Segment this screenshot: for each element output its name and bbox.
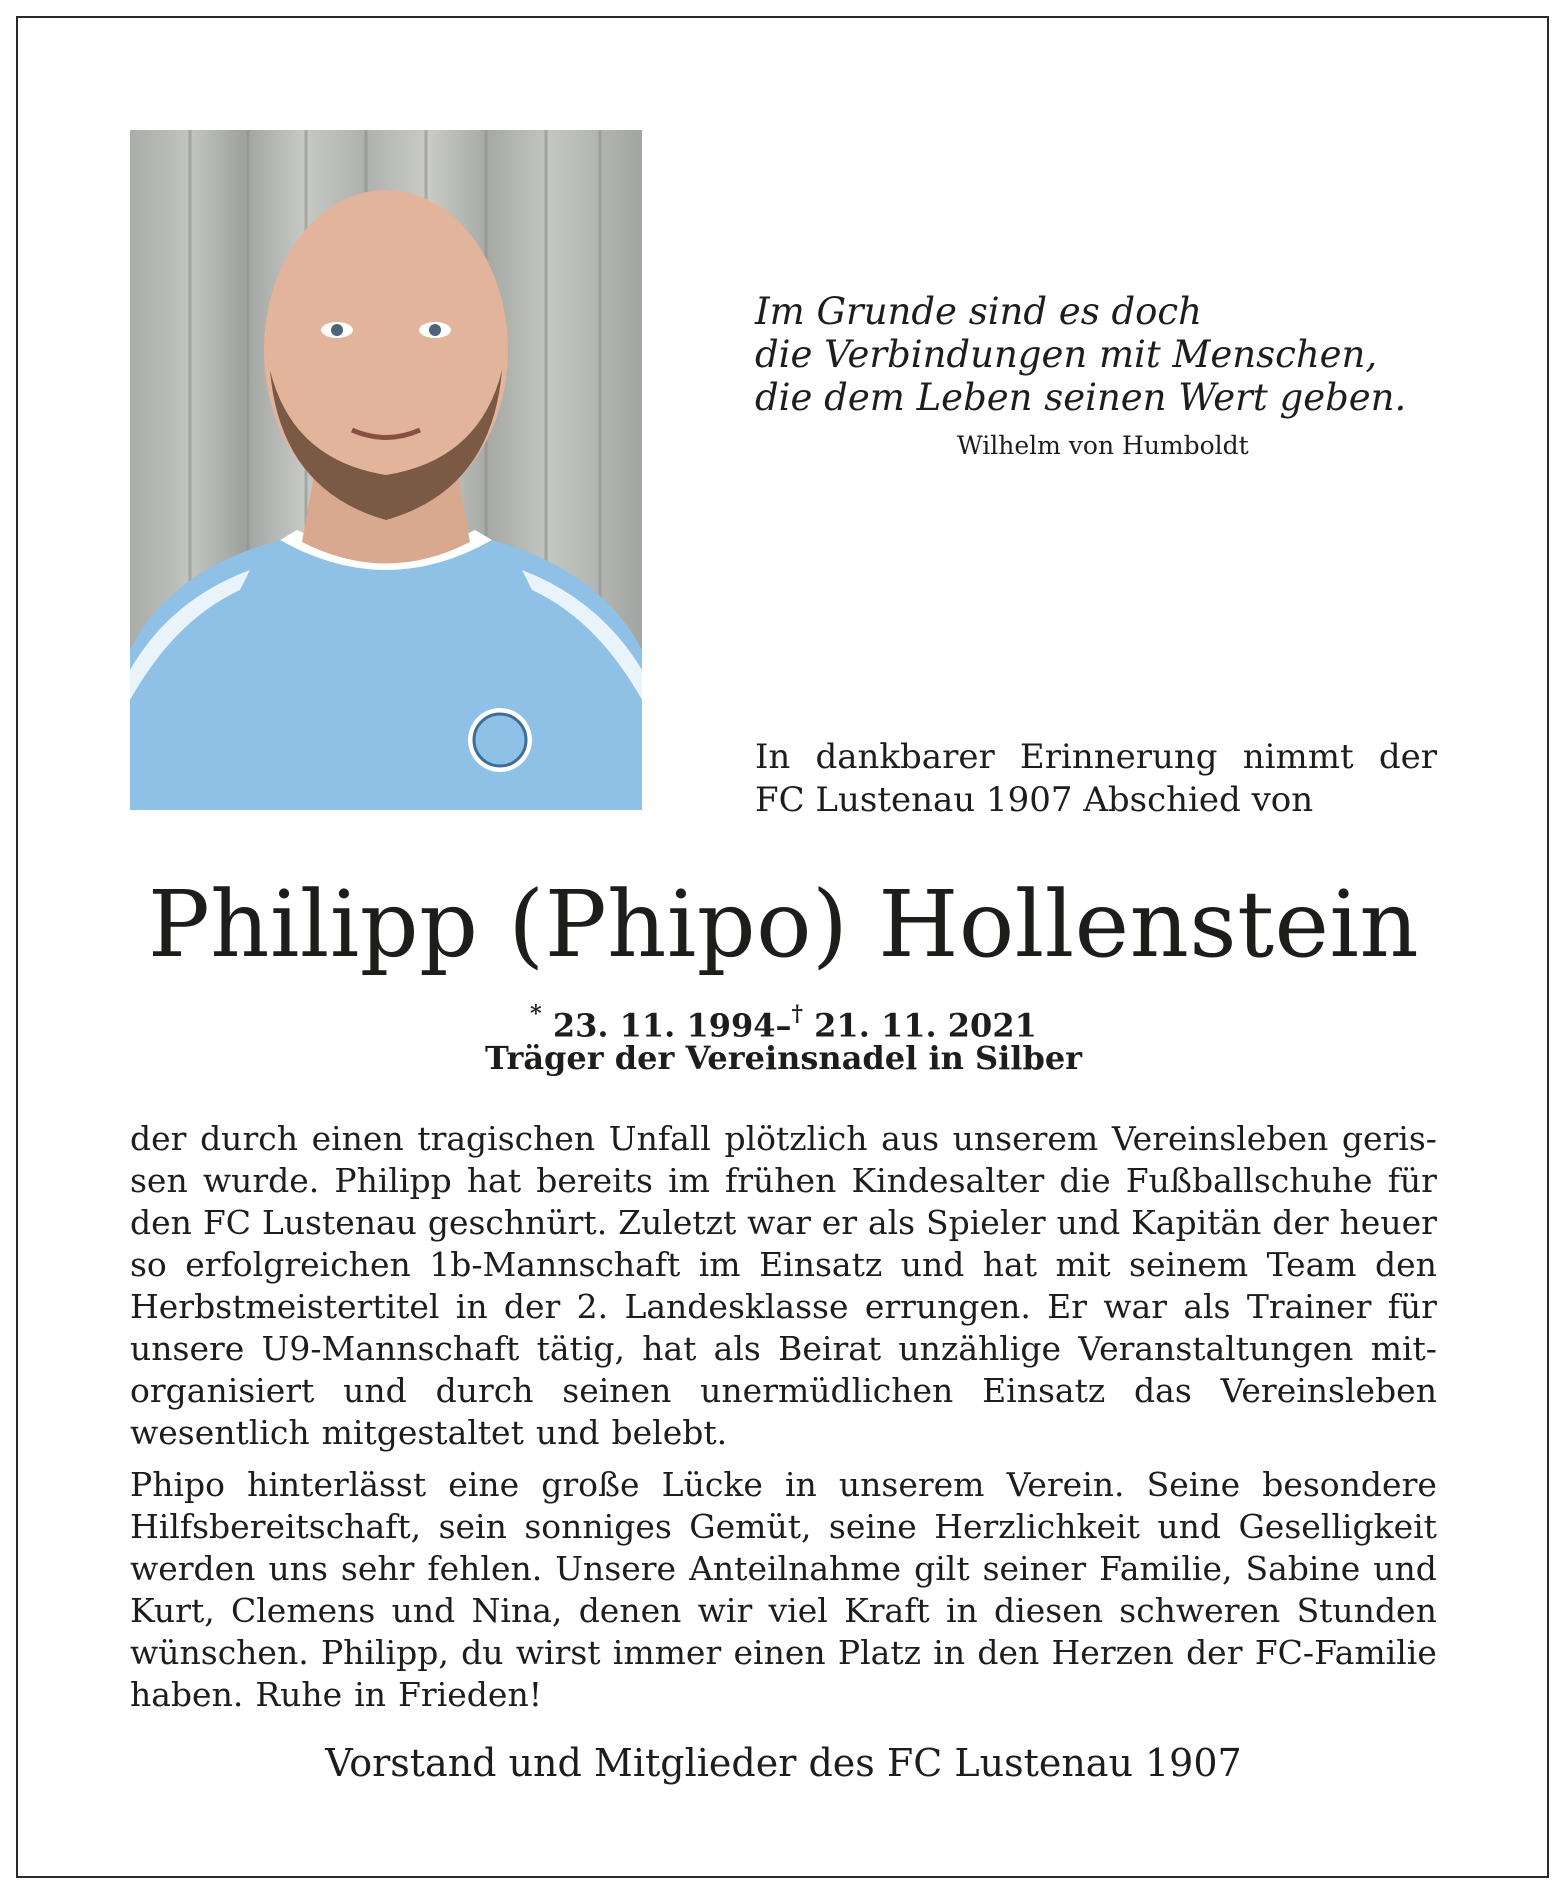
word: belebt. <box>611 1413 728 1452</box>
paragraph-line <box>130 1202 1437 1244</box>
word: so <box>130 1245 167 1284</box>
word: frühen <box>725 1161 837 1200</box>
paragraph-2 <box>130 1464 1437 1716</box>
word: Geselligkeit <box>1238 1507 1437 1546</box>
paragraph-line <box>130 1328 1437 1370</box>
word: große <box>541 1465 640 1504</box>
word: und <box>1157 1507 1221 1546</box>
word: der <box>1378 737 1437 777</box>
word: Fußballschuhe <box>1125 1161 1373 1200</box>
honor-line: Träger der Vereinsnadel in Silber <box>484 1039 1083 1077</box>
word: hat <box>982 1245 1037 1284</box>
deceased-name: Philipp (Phipo) Hollenstein <box>147 871 1420 978</box>
word: die <box>1059 1161 1111 1200</box>
word: Erinnerung <box>1019 737 1218 777</box>
word: Anteilnahme <box>689 1549 902 1588</box>
word: und <box>535 1413 600 1452</box>
word: errungen. <box>864 1287 1031 1326</box>
word: Hilfsbereitschaft, <box>130 1507 422 1546</box>
signoff: Vorstand und Mitglieder des FC Lustenau 1907 <box>325 1741 1242 1785</box>
word: den <box>1375 1245 1437 1284</box>
quote-line: die Verbindungen mit Menschen, <box>755 333 1378 376</box>
word: immer <box>612 1633 722 1672</box>
word: der <box>1272 1203 1329 1242</box>
word: Spieler <box>926 1203 1046 1242</box>
quote-author: Wilhelm von Humboldt <box>957 431 1249 460</box>
word: plötzlich <box>724 1119 868 1158</box>
word: und <box>900 1245 965 1284</box>
word: Kindesalter <box>851 1161 1045 1200</box>
word: Herzlichkeit <box>934 1507 1140 1546</box>
word: fehlen. <box>427 1549 543 1588</box>
paragraph-line <box>130 1464 1437 1506</box>
intro-line: FC Lustenau 1907 Abschied von <box>755 780 1314 820</box>
paragraph-line <box>130 1548 1437 1590</box>
word: mit <box>1055 1245 1111 1284</box>
word: unermüdlichen <box>700 1371 954 1410</box>
word: mit- <box>1370 1329 1437 1368</box>
word: in <box>945 1591 978 1630</box>
word: als <box>1183 1287 1231 1326</box>
word: unsere <box>130 1329 245 1368</box>
word: Ruhe <box>255 1675 343 1714</box>
paragraph-line <box>130 1118 1437 1160</box>
word: tragischen <box>417 1119 596 1158</box>
word: hat <box>466 1161 522 1200</box>
word: Herbstmeistertitel <box>130 1287 440 1326</box>
word: U9-Mannschaft <box>261 1329 520 1368</box>
death-date: 21. 11. 2021 <box>814 1006 1037 1045</box>
word: und <box>1373 1549 1437 1588</box>
word: FC <box>202 1203 251 1242</box>
word: Philipp, <box>320 1633 449 1672</box>
word: in <box>784 1465 817 1504</box>
word: Stunden <box>1296 1591 1437 1630</box>
paragraph-line <box>130 1506 1437 1548</box>
portrait-photo <box>130 130 642 810</box>
word: werden <box>130 1549 256 1588</box>
word: für <box>1387 1161 1437 1200</box>
word: bereits <box>536 1161 653 1200</box>
word: Gemüt, <box>689 1507 812 1546</box>
word: Clemens <box>231 1591 376 1630</box>
word: für <box>1387 1287 1437 1326</box>
intro-text <box>755 736 1437 822</box>
word: Verein. <box>1006 1465 1125 1504</box>
word: Kapitän <box>1131 1203 1262 1242</box>
word: aus <box>881 1119 940 1158</box>
word: erfolgreichen <box>185 1245 411 1284</box>
word: unzählige <box>898 1329 1062 1368</box>
word: geris- <box>1341 1119 1437 1158</box>
word: organisiert <box>130 1371 315 1410</box>
word: mitgestaltet <box>321 1413 524 1452</box>
word: der <box>503 1287 561 1326</box>
intro-line <box>755 736 1437 779</box>
word: Vereinsleben <box>1220 1371 1437 1410</box>
word: Lustenau <box>261 1203 417 1242</box>
word: Trainer <box>1246 1287 1372 1326</box>
word: sehr <box>340 1549 415 1588</box>
word: und <box>1056 1203 1121 1242</box>
word: hinterlässt <box>247 1465 427 1504</box>
quote-line: Im Grunde sind es doch <box>755 290 1202 333</box>
death-mark: † <box>791 1001 804 1027</box>
word: Herzen <box>1051 1633 1174 1672</box>
paragraph-line <box>130 1286 1437 1328</box>
word: Beirat <box>778 1329 882 1368</box>
word: und <box>343 1371 407 1410</box>
word: Kurt, <box>130 1591 215 1630</box>
word: der <box>130 1119 187 1158</box>
quote <box>755 290 1407 419</box>
word: wünschen. <box>130 1633 309 1672</box>
word: er <box>821 1203 858 1242</box>
word: wesentlich <box>130 1413 310 1452</box>
word: Kraft <box>844 1591 930 1630</box>
word: geschnürt. <box>427 1203 608 1242</box>
word: den <box>130 1203 192 1242</box>
word: Nina, <box>471 1591 563 1630</box>
word: Unsere <box>555 1549 677 1588</box>
word: durch <box>200 1119 298 1158</box>
word: war <box>1103 1287 1168 1326</box>
word: der <box>1186 1633 1243 1672</box>
word: wir <box>697 1591 753 1630</box>
word: tätig, <box>536 1329 625 1368</box>
word: wurde. <box>202 1161 320 1200</box>
word: in <box>933 1633 966 1672</box>
word: war <box>747 1203 811 1242</box>
word: einen <box>311 1119 404 1158</box>
word: im <box>668 1161 710 1200</box>
word: unserem <box>838 1465 985 1504</box>
word: seinen <box>562 1371 672 1410</box>
word: nimmt <box>1242 737 1354 777</box>
word: in <box>455 1287 488 1326</box>
birth-mark: * <box>530 1001 542 1027</box>
word: Phipo <box>130 1465 226 1504</box>
word: schweren <box>1119 1591 1281 1630</box>
word: und <box>391 1591 456 1630</box>
word: Unfall <box>608 1119 711 1158</box>
word: sonniges <box>524 1507 672 1546</box>
word: sen <box>130 1161 188 1200</box>
paragraph-line <box>130 1674 1437 1716</box>
word: besondere <box>1262 1465 1437 1504</box>
word: unserem <box>952 1119 1099 1158</box>
word: seinem <box>1129 1245 1249 1284</box>
word: Seine <box>1146 1465 1241 1504</box>
word: Frieden! <box>398 1675 542 1714</box>
word: wirst <box>515 1633 601 1672</box>
word: hat <box>642 1329 697 1368</box>
word: Landesklasse <box>624 1287 849 1326</box>
word: Platz <box>837 1633 921 1672</box>
word: gilt <box>914 1549 970 1588</box>
word: einen <box>733 1633 826 1672</box>
paragraph-line <box>130 1632 1437 1674</box>
word: 2. <box>576 1287 609 1326</box>
word: Einsatz <box>982 1371 1106 1410</box>
word: du <box>461 1633 504 1672</box>
word: im <box>698 1245 741 1284</box>
word: Sabine <box>1245 1549 1361 1588</box>
word: das <box>1134 1371 1192 1410</box>
word: In <box>755 737 791 777</box>
word: eine <box>448 1465 520 1504</box>
paragraph-line <box>130 1412 1437 1454</box>
paragraph-line <box>130 1244 1437 1286</box>
word: heuer <box>1339 1203 1437 1242</box>
portrait-illustration <box>130 130 642 810</box>
paragraph-line <box>130 1590 1437 1632</box>
date-separator: – <box>775 1006 792 1045</box>
word: Familie, <box>1099 1549 1233 1588</box>
word: Vereinsleben <box>1111 1119 1329 1158</box>
birth-date: 23. 11. 1994 <box>552 1006 776 1045</box>
word: den <box>977 1633 1040 1672</box>
word: Zuletzt <box>618 1203 737 1242</box>
word: als <box>867 1203 916 1242</box>
word: seine <box>828 1507 917 1546</box>
word: Lücke <box>661 1465 763 1504</box>
paragraph-line <box>130 1160 1437 1202</box>
word: Einsatz <box>759 1245 883 1284</box>
word: dankbarer <box>815 737 995 777</box>
word: Veranstaltungen <box>1078 1329 1354 1368</box>
quote-line: die dem Leben seinen Wert geben. <box>755 376 1407 419</box>
paragraph-1 <box>130 1118 1437 1454</box>
word: viel <box>768 1591 828 1630</box>
word: diesen <box>994 1591 1103 1630</box>
word: Philipp <box>334 1161 452 1200</box>
word: Er <box>1047 1287 1087 1326</box>
word: Team <box>1266 1245 1357 1284</box>
word: seiner <box>982 1549 1087 1588</box>
word: denen <box>578 1591 682 1630</box>
word: uns <box>268 1549 328 1588</box>
word: 1b-Mannschaft <box>429 1245 681 1284</box>
word: haben. <box>130 1675 244 1714</box>
word: als <box>713 1329 761 1368</box>
word: durch <box>435 1371 534 1410</box>
word: in <box>354 1675 387 1714</box>
word: sein <box>438 1507 507 1546</box>
word: FC-Familie <box>1254 1633 1437 1672</box>
paragraph-line <box>130 1370 1437 1412</box>
